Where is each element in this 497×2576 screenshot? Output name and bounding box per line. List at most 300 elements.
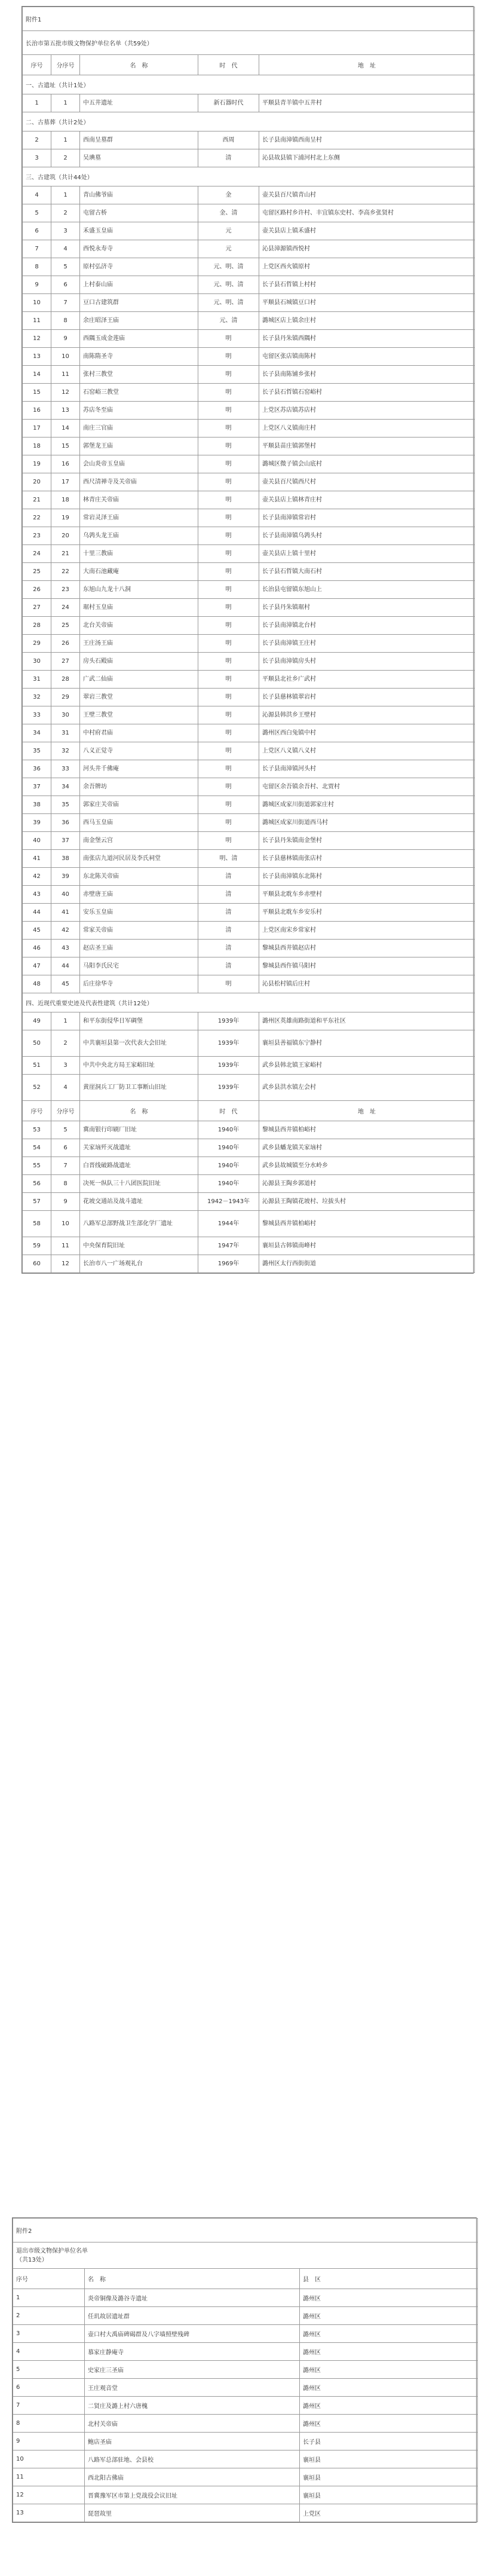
serial-cell: 10 [13,2450,85,2468]
sub-serial-cell: 36 [51,814,80,832]
district-cell: 潞州区 [300,2289,478,2307]
table-row [23,222,475,240]
sub-serial-cell: 37 [51,832,80,850]
name-cell: 中共襄垣县第一次代表大会旧址 [80,1030,198,1057]
address-cell: 屯留区张店镇南陈村 [259,348,475,366]
name-cell: 西北阳古佛庙 [85,2468,300,2486]
table-row [13,2450,478,2468]
column-header: 地 址 [259,1101,475,1121]
sub-serial-cell: 18 [51,491,80,509]
era-cell: 明 [198,599,259,617]
serial-cell: 3 [23,149,51,167]
sub-serial-cell: 21 [51,545,80,563]
name-cell: 西南呈墓群 [80,131,198,149]
table-row [23,473,475,491]
table-row [23,1157,475,1175]
header-row-repeat [23,1101,475,1121]
address-cell: 壶关县店上镇林青庄村 [259,491,475,509]
name-cell: 苏店冬至庙 [80,402,198,420]
column-header: 分序号 [51,1101,80,1121]
serial-cell: 8 [13,2415,85,2433]
sub-serial-cell: 38 [51,850,80,868]
name-cell: 晋冀豫军区市第上党战役会议旧址 [85,2486,300,2504]
sub-serial-cell: 6 [51,276,80,294]
serial-cell: 28 [23,617,51,635]
name-cell: 王庄汤王庙 [80,635,198,653]
name-cell: 黄崖洞兵工厂防卫工事断山旧址 [80,1075,198,1101]
district-cell: 潞州区 [300,2307,478,2325]
section-title: 二、古墓葬（共计2处） [23,112,475,131]
name-cell: 常家关帝庙 [80,922,198,940]
era-cell: 清 [198,868,259,886]
name-cell: 花坡交通站及战斗遗址 [80,1193,198,1211]
era-cell: 1940年 [198,1121,259,1139]
address-cell: 长子县石哲镇大南石村 [259,563,475,581]
table-row [23,348,475,366]
serial-cell: 15 [23,384,51,402]
table-row [23,1030,475,1057]
header-row [13,2269,478,2289]
column-header: 地 址 [259,55,475,75]
table-row [13,2468,478,2486]
name-cell: 炎帝铜像及潞谷寺遗址 [85,2289,300,2307]
address-cell: 潞城区店上镇余庄村 [259,312,475,330]
era-cell: 明 [198,617,259,635]
name-cell: 郭家庄关帝庙 [80,796,198,814]
sub-serial-cell: 12 [51,384,80,402]
section-title-row [23,167,475,186]
table-row [23,706,475,724]
era-cell: 1939年 [198,1057,259,1075]
district-cell: 襄垣县 [300,2486,478,2504]
address-cell: 屯留区路村乡许村、丰宜镇东史村、李高乡张贤村 [259,204,475,222]
era-cell: 元、明、清 [198,294,259,312]
name-cell: 琚村玉皇庙 [80,599,198,617]
table-row [13,2397,478,2415]
name-cell: 西悦永寿寺 [80,240,198,258]
table-row [23,240,475,258]
serial-cell: 47 [23,957,51,975]
column-header: 名 称 [85,2269,300,2289]
serial-cell: 5 [23,204,51,222]
sub-serial-cell: 41 [51,904,80,922]
name-cell: 南金堡云宫 [80,832,198,850]
sub-serial-cell: 1 [51,131,80,149]
sub-serial-cell: 43 [51,940,80,957]
sub-serial-cell: 8 [51,1175,80,1193]
attachment-label: 附件2 [13,2219,478,2242]
serial-cell: 33 [23,706,51,724]
name-cell: 八义正觉寺 [80,742,198,760]
table-row [23,940,475,957]
address-cell: 长子县南漳镇河头村 [259,760,475,778]
address-cell: 黎城县西井镇赵店村 [259,940,475,957]
serial-cell: 1 [13,2289,85,2307]
era-cell: 清 [198,940,259,957]
table-row [13,2504,478,2522]
serial-cell: 2 [13,2307,85,2325]
address-cell: 武乡县韩北镇王家峪村 [259,1057,475,1075]
era-cell: 西周 [198,131,259,149]
sub-serial-cell: 42 [51,922,80,940]
name-cell: 冀南银行印刷厂旧址 [80,1121,198,1139]
column-header: 时 代 [198,55,259,75]
serial-cell: 12 [23,330,51,348]
address-cell: 长子县石哲镇石窑峪村 [259,384,475,402]
name-cell: 西马玉皇庙 [80,814,198,832]
address-cell: 长治县屯留镇东旭山上 [259,581,475,599]
era-cell: 明 [198,420,259,438]
era-cell: 1940年 [198,1139,259,1157]
serial-cell: 7 [23,240,51,258]
address-cell: 襄垣县善福镇东宁静村 [259,1030,475,1057]
era-cell: 金 [198,186,259,204]
district-cell: 潞州区 [300,2379,478,2397]
era-cell: 明 [198,796,259,814]
table-row [23,1193,475,1211]
address-cell: 黎城县西井镇柏峪村 [259,1211,475,1237]
serial-cell: 1 [23,94,51,112]
table-row [23,957,475,975]
table-row [23,1012,475,1030]
era-cell: 明 [198,330,259,348]
attachment1-table [22,7,475,1273]
name-cell: 常岩灵泽王庙 [80,509,198,527]
name-cell: 赤壁唐王庙 [80,886,198,904]
address-cell: 长子县石哲镇上村村 [259,276,475,294]
era-cell: 1947年 [198,1237,259,1255]
sub-serial-cell: 13 [51,402,80,420]
era-cell: 1939年 [198,1012,259,1030]
sub-serial-cell: 32 [51,742,80,760]
attachment1-sheet [22,6,474,1274]
table-row [23,1237,475,1255]
table-row [23,671,475,689]
serial-cell: 19 [23,455,51,473]
section-title: 四、近现代重要史迹及代表性建筑（共计12处） [23,993,475,1012]
era-cell: 元、清 [198,312,259,330]
table-row [23,778,475,796]
sub-serial-cell: 10 [51,1211,80,1237]
table-row [23,204,475,222]
table-row [23,689,475,706]
address-cell: 潞城区成家川街道西马村 [259,814,475,832]
address-cell: 平顺县青羊镇中五井村 [259,94,475,112]
table-row [23,653,475,671]
name-cell: 大南石池藏庵 [80,563,198,581]
table-row [13,2343,478,2361]
address-cell: 潞州区英雄南路街道和平东社区 [259,1012,475,1030]
address-cell: 潞城区微子镇会山底村 [259,455,475,473]
sub-serial-cell: 23 [51,581,80,599]
table-row [23,922,475,940]
table-row [23,491,475,509]
serial-cell: 9 [13,2433,85,2450]
era-cell: 清 [198,904,259,922]
attachment2-title-row [13,2242,478,2269]
serial-cell: 40 [23,832,51,850]
name-cell: 吴琠墓 [80,149,198,167]
sub-serial-cell: 44 [51,957,80,975]
name-cell: 广武二仙庙 [80,671,198,689]
serial-cell: 2 [23,131,51,149]
sub-serial-cell: 27 [51,653,80,671]
serial-cell: 27 [23,599,51,617]
era-cell: 金、清 [198,204,259,222]
address-cell: 上党区八义镇南庄村 [259,420,475,438]
address-cell: 屯留区余吾镇余吾村、北贾村 [259,778,475,796]
serial-cell: 30 [23,653,51,671]
district-cell: 潞州区 [300,2343,478,2361]
name-cell: 乌鹑头龙王庙 [80,527,198,545]
name-cell: 王壁三教堂 [80,706,198,724]
serial-cell: 20 [23,473,51,491]
serial-cell: 37 [23,778,51,796]
serial-cell: 8 [23,258,51,276]
era-cell: 1944年 [198,1211,259,1237]
era-cell: 明 [198,975,259,993]
name-cell: 慕家庄静庵寺 [85,2343,300,2361]
sub-serial-cell: 45 [51,975,80,993]
era-cell: 明 [198,671,259,689]
name-cell: 张村三教堂 [80,366,198,384]
sub-serial-cell: 30 [51,706,80,724]
address-cell: 长子县丹朱镇南金堡村 [259,832,475,850]
address-cell: 上党区南宋乡常家村 [259,922,475,940]
name-cell: 十里三教庙 [80,545,198,563]
table-row [23,276,475,294]
era-cell: 明 [198,563,259,581]
name-cell: 林青庄关帝庙 [80,491,198,509]
era-cell: 1940年 [198,1175,259,1193]
table-row [23,509,475,527]
table-row [23,850,475,868]
serial-cell: 24 [23,545,51,563]
sub-serial-cell: 1 [51,186,80,204]
sub-serial-cell: 31 [51,724,80,742]
era-cell: 元 [198,240,259,258]
table-row [23,545,475,563]
name-cell: 东旭山九龙十八洞 [80,581,198,599]
era-cell: 1942－1943年 [198,1193,259,1211]
table-row [23,1075,475,1101]
era-cell: 明 [198,706,259,724]
sub-serial-cell: 2 [51,149,80,167]
column-header: 名 称 [80,55,198,75]
table-row [13,2379,478,2397]
table-row [23,975,475,993]
table-row [23,760,475,778]
address-cell: 沁源县韩洪乡王壁村 [259,706,475,724]
address-cell: 上党区西火镇原村 [259,258,475,276]
name-cell: 中共中央北方局王家峪旧址 [80,1057,198,1075]
name-cell: 琵琶故里 [85,2504,300,2522]
name-cell: 余吾牌坊 [80,778,198,796]
serial-cell: 4 [13,2343,85,2361]
sub-serial-cell: 33 [51,760,80,778]
era-cell: 元、明、清 [198,276,259,294]
serial-cell: 48 [23,975,51,993]
name-cell: 八路军总部驻地、会县校 [85,2450,300,2468]
name-cell: 禾盛玉皇庙 [80,222,198,240]
section-title-row [23,75,475,94]
table-row [23,402,475,420]
address-cell: 平顺县北耽车乡安乐村 [259,904,475,922]
serial-cell: 6 [13,2379,85,2397]
name-cell: 安乐玉皇庙 [80,904,198,922]
table-row [13,2486,478,2504]
table-row [23,814,475,832]
era-cell: 清 [198,957,259,975]
serial-cell: 22 [23,509,51,527]
serial-cell: 57 [23,1193,51,1211]
name-cell: 鲍店圣庙 [85,2433,300,2450]
sub-serial-cell: 7 [51,294,80,312]
sub-serial-cell: 8 [51,312,80,330]
sub-serial-cell: 9 [51,1193,80,1211]
serial-cell: 34 [23,724,51,742]
attachment2-table [13,2218,478,2522]
district-cell: 上党区 [300,2504,478,2522]
serial-cell: 13 [13,2504,85,2522]
serial-cell: 3 [13,2325,85,2343]
era-cell: 清 [198,149,259,167]
table-row [13,2415,478,2433]
table-row [23,1139,475,1157]
address-cell: 长子县南漳镇东北陈村 [259,868,475,886]
sub-serial-cell: 19 [51,509,80,527]
serial-cell: 44 [23,904,51,922]
district-cell: 潞州区 [300,2361,478,2379]
section-title: 一、古遗址（共计1处） [23,75,475,94]
serial-cell: 29 [23,635,51,653]
sub-serial-cell: 28 [51,671,80,689]
district-cell: 潞州区 [300,2325,478,2343]
header-row [23,55,475,75]
era-cell: 明 [198,402,259,420]
sub-serial-cell: 40 [51,886,80,904]
address-cell: 长子县南漳镇王庄村 [259,635,475,653]
serial-cell: 4 [23,186,51,204]
table-title: 退出市级文物保护单位名单 （共13处） [13,2242,478,2269]
attachment1-title-row [23,31,475,55]
serial-cell: 52 [23,1075,51,1101]
sub-serial-cell: 22 [51,563,80,581]
sub-serial-cell: 11 [51,1237,80,1255]
name-cell: 赵店圣王庙 [80,940,198,957]
column-header: 序号 [13,2269,85,2289]
address-cell: 潞州区太行西街街道 [259,1255,475,1273]
era-cell: 明 [198,814,259,832]
era-cell: 明 [198,742,259,760]
table-row [13,2307,478,2325]
name-cell: 白晋线破路战遗址 [80,1157,198,1175]
serial-cell: 25 [23,563,51,581]
name-cell: 西尺清禅寺及关帝庙 [80,473,198,491]
table-row [13,2289,478,2307]
sub-serial-cell: 4 [51,1075,80,1101]
name-cell: 后庄徐华寺 [80,975,198,993]
table-row [23,1211,475,1237]
serial-cell: 9 [23,276,51,294]
name-cell: 屯留古桥 [80,204,198,222]
era-cell: 明 [198,778,259,796]
serial-cell: 18 [23,438,51,455]
name-cell: 翠岩三教堂 [80,689,198,706]
era-cell: 明 [198,635,259,653]
name-cell: 王庄观音堂 [85,2379,300,2397]
district-cell: 潞州区 [300,2397,478,2415]
name-cell: 和平东街侵华日军碉堡 [80,1012,198,1030]
section-title: 三、古建筑（共计44处） [23,167,475,186]
table-row [23,1255,475,1273]
sub-serial-cell: 5 [51,1121,80,1139]
era-cell: 清 [198,922,259,940]
section-title-row [23,112,475,131]
table-row [13,2325,478,2343]
serial-cell: 46 [23,940,51,957]
table-row [23,635,475,653]
table-subtitle: （共13处） [16,2256,48,2263]
serial-cell: 6 [23,222,51,240]
address-cell: 长子县丹朱镇西隅村 [259,330,475,348]
era-cell: 元、明、清 [198,258,259,276]
sub-serial-cell: 15 [51,438,80,455]
table-row [23,420,475,438]
name-cell: 北村关帝庙 [85,2415,300,2433]
address-cell: 武乡县洪水镇左会村 [259,1075,475,1101]
sub-serial-cell: 24 [51,599,80,617]
address-cell: 长子县南漳镇北台村 [259,617,475,635]
sub-serial-cell: 12 [51,1255,80,1273]
serial-cell: 11 [13,2468,85,2486]
name-cell: 豆口古建筑群 [80,294,198,312]
address-cell: 壶关县百尺镇西尺村 [259,473,475,491]
address-cell: 平顺县石城镇豆口村 [259,294,475,312]
serial-cell: 58 [23,1211,51,1237]
table-row [23,581,475,599]
name-cell: 青山佛爷庙 [80,186,198,204]
attachment1-label-row [23,7,475,31]
era-cell: 明 [198,689,259,706]
address-cell: 壶关县店上镇禾盛村 [259,222,475,240]
name-cell: 南庄三官庙 [80,420,198,438]
serial-cell: 49 [23,1012,51,1030]
name-cell: 史家庄三圣庙 [85,2361,300,2379]
era-cell: 明 [198,509,259,527]
table-row [23,455,475,473]
table-row [23,796,475,814]
sub-serial-cell: 14 [51,420,80,438]
serial-cell: 23 [23,527,51,545]
serial-cell: 53 [23,1121,51,1139]
era-cell: 明 [198,384,259,402]
address-cell: 长子县南漳镇西南呈村 [259,131,475,149]
table-row [23,527,475,545]
address-cell: 黎城县西仵镇马阳村 [259,957,475,975]
sub-serial-cell: 2 [51,1030,80,1057]
serial-cell: 32 [23,689,51,706]
serial-cell: 21 [23,491,51,509]
serial-cell: 5 [13,2361,85,2379]
era-cell: 1939年 [198,1030,259,1057]
table-row [23,742,475,760]
era-cell: 明 [198,527,259,545]
name-cell: 决死一纵队三十八团医院旧址 [80,1175,198,1193]
address-cell: 壶关县店上镇十里村 [259,545,475,563]
name-cell: 南陈隋圣寺 [80,348,198,366]
table-row [23,131,475,149]
